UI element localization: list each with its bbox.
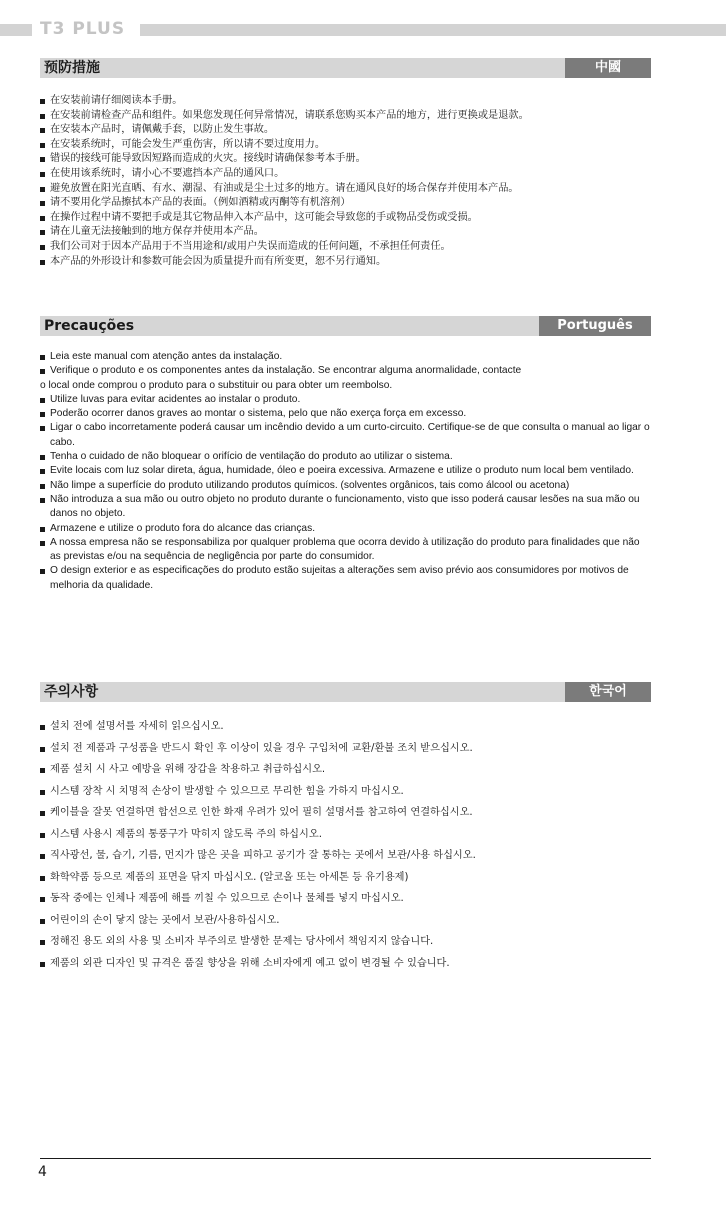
- list-item-text: Verifique o produto e os componentes antes da instalação. Se encontrar alguma anormalidade, contacte: [50, 365, 522, 377]
- brand-logo: T3 PLUS: [40, 19, 126, 39]
- list-item: 请不要用化学品擦拭本产品的表面。（例如酒精或丙酮等有机溶剂）: [40, 196, 651, 211]
- list-item: 我们公司对于因本产品用于不当用途和/或用户失误而造成的任何问题，不承担任何责任。: [40, 240, 651, 255]
- section-header: [40, 58, 651, 78]
- list-item: 화학약품 등으로 제품의 표면을 닦지 마십시오. (알코올 또는 아세톤 등 유기용제): [40, 867, 651, 889]
- section-title: Precauções: [44, 318, 135, 334]
- language-label: Português: [539, 316, 651, 336]
- list-item: 在操作过程中请不要把手或是其它物品伸入本产品中，这可能会导致您的手或物品受伤或受损。: [40, 211, 651, 226]
- list-item: 직사광선, 물, 습기, 기름, 먼지가 많은 곳을 피하고 공기가 잘 통하는 곳에서 보관/사용 하십시오.: [40, 845, 651, 867]
- list-item: Não introduza a sua mão ou outro objeto no produto durante o funcionamento, visto que isso poderá causar lesões na sua mão ou danos no objeto.: [40, 493, 651, 522]
- section-title: 预防措施: [44, 60, 100, 76]
- precautions-list: [40, 716, 651, 974]
- section-title: 주의사항: [44, 684, 99, 700]
- list-item: 错误的接线可能导致因短路而造成的火灾。接线时请确保参考本手册。: [40, 152, 651, 167]
- list-item: Poderão ocorrer danos graves ao montar o sistema, pelo que não exerça força em excesso.: [40, 407, 651, 421]
- list-item: 在使用该系统时，请小心不要遮挡本产品的通风口。: [40, 167, 651, 182]
- list-item: 제품 설치 시 사고 예방을 위해 장갑을 착용하고 취급하십시오.: [40, 759, 651, 781]
- precautions-list: [40, 350, 651, 593]
- list-item: 정해진 용도 외의 사용 및 소비자 부주의로 발생한 문제는 당사에서 책임지지 않습니다.: [40, 931, 651, 953]
- list-item: Não limpe a superfície do produto utilizando produtos químicos. (solventes orgânicos, tais como álcool ou acetona): [40, 479, 651, 493]
- list-item: 在安装前请检查产品和组件。如果您发现任何异常情况，请联系您购买本产品的地方，进行更换或是退款。: [40, 109, 651, 124]
- list-item: A nossa empresa não se responsabiliza por qualquer problema que ocorra devido à utilização do produto para finalidades que não as previstas e/ou na sequência de negligência por parte do consumidor.: [40, 536, 651, 565]
- list-item: 시스템 사용시 제품의 통풍구가 막히지 않도록 주의 하십시오.: [40, 824, 651, 846]
- language-label: 中國: [565, 58, 651, 78]
- list-item: 在安装系统时，可能会发生严重伤害，所以请不要过度用力。: [40, 138, 651, 153]
- list-item: Tenha o cuidado de não bloquear o orifício de ventilação do produto ao utilizar o sistema.: [40, 450, 651, 464]
- list-item: 本产品的外形设计和参数可能会因为质量提升而有所变更，恕不另行通知。: [40, 255, 651, 270]
- list-item: 어린이의 손이 닿지 않는 곳에서 보관/사용하십시오.: [40, 910, 651, 932]
- list-item: [40, 364, 651, 378]
- list-item: O design exterior e as especificações do produto estão sujeitas a alterações sem aviso prévio aos consumidores por motivos de melhoria da qualidade.: [40, 564, 651, 593]
- section-portuguese: [40, 316, 651, 591]
- list-item: 설치 전 제품과 구성품을 반드시 확인 후 이상이 있을 경우 구입처에 교환/환불 조치 받으십시오.: [40, 738, 651, 760]
- section-header: [40, 316, 651, 336]
- list-item-continuation: [40, 379, 651, 393]
- list-item: Ligar o cabo incorretamente poderá causar um incêndio devido a um curto-circuito. Certifique-se de que consulta o manual ao ligar o cabo.: [40, 421, 651, 450]
- list-item: 시스템 장착 시 치명적 손상이 발생할 수 있으므로 무리한 힘을 가하지 마십시오.: [40, 781, 651, 803]
- list-item: Utilize luvas para evitar acidentes ao instalar o produto.: [40, 393, 651, 407]
- list-item: 제품의 외관 디자인 및 규격은 품질 향상을 위해 소비자에게 예고 없이 변경될 수 있습니다.: [40, 953, 651, 975]
- list-item: Evite locais com luz solar direta, água, humidade, óleo e poeira excessiva. Armazene e utilize o produto num local bem ventilado.: [40, 464, 651, 478]
- header-bar-right: [140, 24, 726, 36]
- section-header: [40, 682, 651, 702]
- language-label: 한국어: [565, 682, 651, 702]
- list-item: 케이블을 잘못 연결하면 합선으로 인한 화재 우려가 있어 필히 설명서를 참고하여 연결하십시오.: [40, 802, 651, 824]
- list-item: Armazene e utilize o produto fora do alcance das crianças.: [40, 522, 651, 536]
- header-bar: [0, 20, 726, 38]
- list-item: 설치 전에 설명서를 자세히 읽으십시오.: [40, 716, 651, 738]
- section-chinese: [40, 58, 651, 267]
- header-bar-left: [0, 24, 32, 36]
- list-item: Leia este manual com atenção antes da instalação.: [40, 350, 651, 364]
- section-korean: [40, 682, 651, 969]
- list-item-text: o local onde comprou o produto para o substituir ou para obter um reembolso.: [40, 379, 393, 391]
- list-item: 在安装本产品时，请佩戴手套，以防止发生事故。: [40, 123, 651, 138]
- list-item: 避免放置在阳光直晒、有水、潮湿、有油或是尘土过多的地方。请在通风良好的场合保存并使用本产品。: [40, 182, 651, 197]
- precautions-list: [40, 94, 651, 269]
- list-item: 동작 중에는 인체나 제품에 해를 끼칠 수 있으므로 손이나 물체를 넣지 마십시오.: [40, 888, 651, 910]
- page-number: 4: [38, 1164, 47, 1180]
- list-item: 请在儿童无法接触到的地方保存并使用本产品。: [40, 225, 651, 240]
- list-item: 在安装前请仔细阅读本手册。: [40, 94, 651, 109]
- footer-divider: [40, 1158, 651, 1159]
